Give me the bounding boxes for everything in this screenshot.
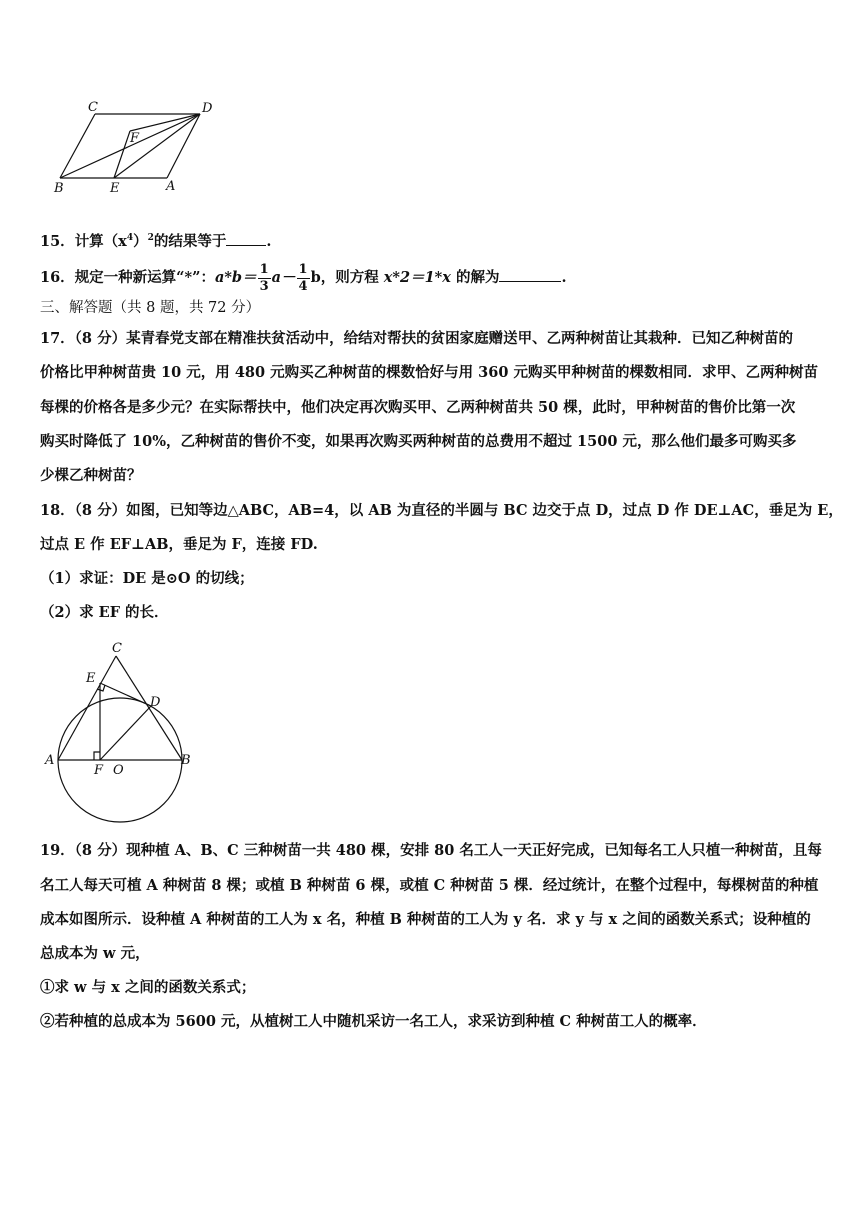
label-A: A	[45, 753, 55, 768]
q15-exponent-outer: 2	[147, 233, 154, 243]
label-C: C	[112, 641, 122, 656]
fraction-one-fourth	[297, 262, 310, 295]
frac-denominator: 4	[298, 278, 308, 294]
question-19-line-4: 总成本为 w 元，	[40, 945, 150, 962]
question-17-line-1: 17．（8 分）某青春党支部在精准扶贫活动中，给结对帮扶的贫困家庭赠送甲、乙两种树苗让其栽种．已知乙种树苗的	[40, 330, 794, 347]
circle-triangle-figure	[40, 636, 210, 826]
q16-mid2: b，则方程	[310, 269, 384, 286]
frac-numerator: 1	[259, 261, 269, 277]
label-O: O	[113, 763, 124, 778]
q16-lhs: a*b＝	[214, 269, 257, 286]
label-F: F	[94, 763, 104, 778]
label-B: B	[181, 753, 191, 768]
question-18-line-1: 18．（8 分）如图，已知等边△ABC，AB=4，以 AB 为直径的半圆与 BC 边交于点 D，过点 D 作 DE⊥AC，垂足为 E，	[40, 502, 843, 519]
parallelogram-figure	[50, 100, 230, 200]
question-19-line-1: 19．（8 分）现种植 A、B、C 三种树苗一共 480 棵，安排 80 名工人一天正好完成，已知每名工人只植一种树苗，且每	[40, 842, 822, 859]
segment-BD	[60, 114, 200, 178]
question-number: 15．	[40, 232, 75, 250]
q15-end: .	[266, 232, 272, 250]
label-B: B	[54, 181, 64, 196]
q15-exponent: 4	[126, 233, 134, 243]
q15-text: 计算（x	[74, 232, 127, 250]
question-19-part-1: ①求 w 与 x 之间的函数关系式；	[40, 979, 256, 996]
segment-FD	[100, 706, 151, 760]
segment-ED	[114, 114, 200, 178]
frac-numerator: 1	[298, 261, 308, 277]
q16-pre: 规定一种新运算“*”：	[74, 269, 215, 286]
label-D: D	[150, 695, 161, 710]
question-19-part-2: ②若种植的总成本为 5600 元，从植树工人中随机采访一名工人，求采访到种植 C 种树苗工人的概率．	[40, 1013, 707, 1030]
fraction-one-third	[258, 262, 271, 295]
q16-equation: x*2＝1*x	[383, 269, 451, 286]
question-15	[40, 228, 840, 252]
q16-tail: 的解为	[450, 269, 500, 286]
segment-ED	[100, 683, 151, 706]
question-number: 16．	[40, 269, 75, 286]
question-18-part-1: （1）求证：DE 是⊙O 的切线；	[40, 570, 254, 587]
section-heading: 三、解答题（共 8 题，共 72 分）	[40, 300, 261, 316]
question-18-part-2: （2）求 EF 的长．	[40, 604, 169, 621]
question-17-line-3: 每棵的价格各是多少元？在实际帮扶中，他们决定再次购买甲、乙两种树苗共 50 棵，此时，甲种树苗的售价比第一次	[40, 399, 796, 416]
q16-end: .	[561, 269, 567, 286]
question-17-line-5: 少棵乙种树苗？	[40, 467, 142, 484]
label-F: F	[130, 131, 140, 146]
label-E: E	[86, 671, 96, 686]
label-E: E	[110, 181, 120, 196]
right-angle-mark-F	[94, 752, 100, 760]
answer-blank	[499, 267, 561, 282]
segment-DA	[167, 114, 200, 178]
q15-tail: 的结果等于	[153, 232, 227, 250]
q16-mid1: a－	[271, 269, 296, 286]
question-17-line-4: 购买时降低了 10%，乙种树苗的售价不变，如果再次购买两种树苗的总费用不超过 1500 元，那么他们最多可购买多	[40, 433, 797, 450]
segment-CB	[60, 114, 95, 178]
q15-close: ）	[133, 232, 148, 250]
label-D: D	[202, 101, 213, 116]
label-A: A	[166, 179, 176, 194]
label-C: C	[88, 100, 98, 115]
question-19-line-2: 名工人每天可植 A 种树苗 8 棵；或植 B 种树苗 6 棵，或植 C 种树苗 5 棵．经过统计，在整个过程中，每棵树苗的种植	[40, 877, 819, 894]
answer-blank	[226, 231, 266, 246]
question-18-line-2: 过点 E 作 EF⊥AB，垂足为 F，连接 FD.	[40, 536, 318, 553]
question-17-line-2: 价格比甲种树苗贵 10 元，用 480 元购买乙种树苗的棵数恰好与用 360 元购买甲种树苗的棵数相同．求甲、乙两种树苗	[40, 364, 818, 381]
question-19-line-3: 成本如图所示．设种植 A 种树苗的工人为 x 名，种植 B 种树苗的工人为 y 名．求 y 与 x 之间的函数关系式；设种植的	[40, 911, 811, 928]
segment-EF	[114, 131, 130, 178]
question-16	[40, 256, 840, 300]
frac-denominator: 3	[259, 278, 269, 294]
